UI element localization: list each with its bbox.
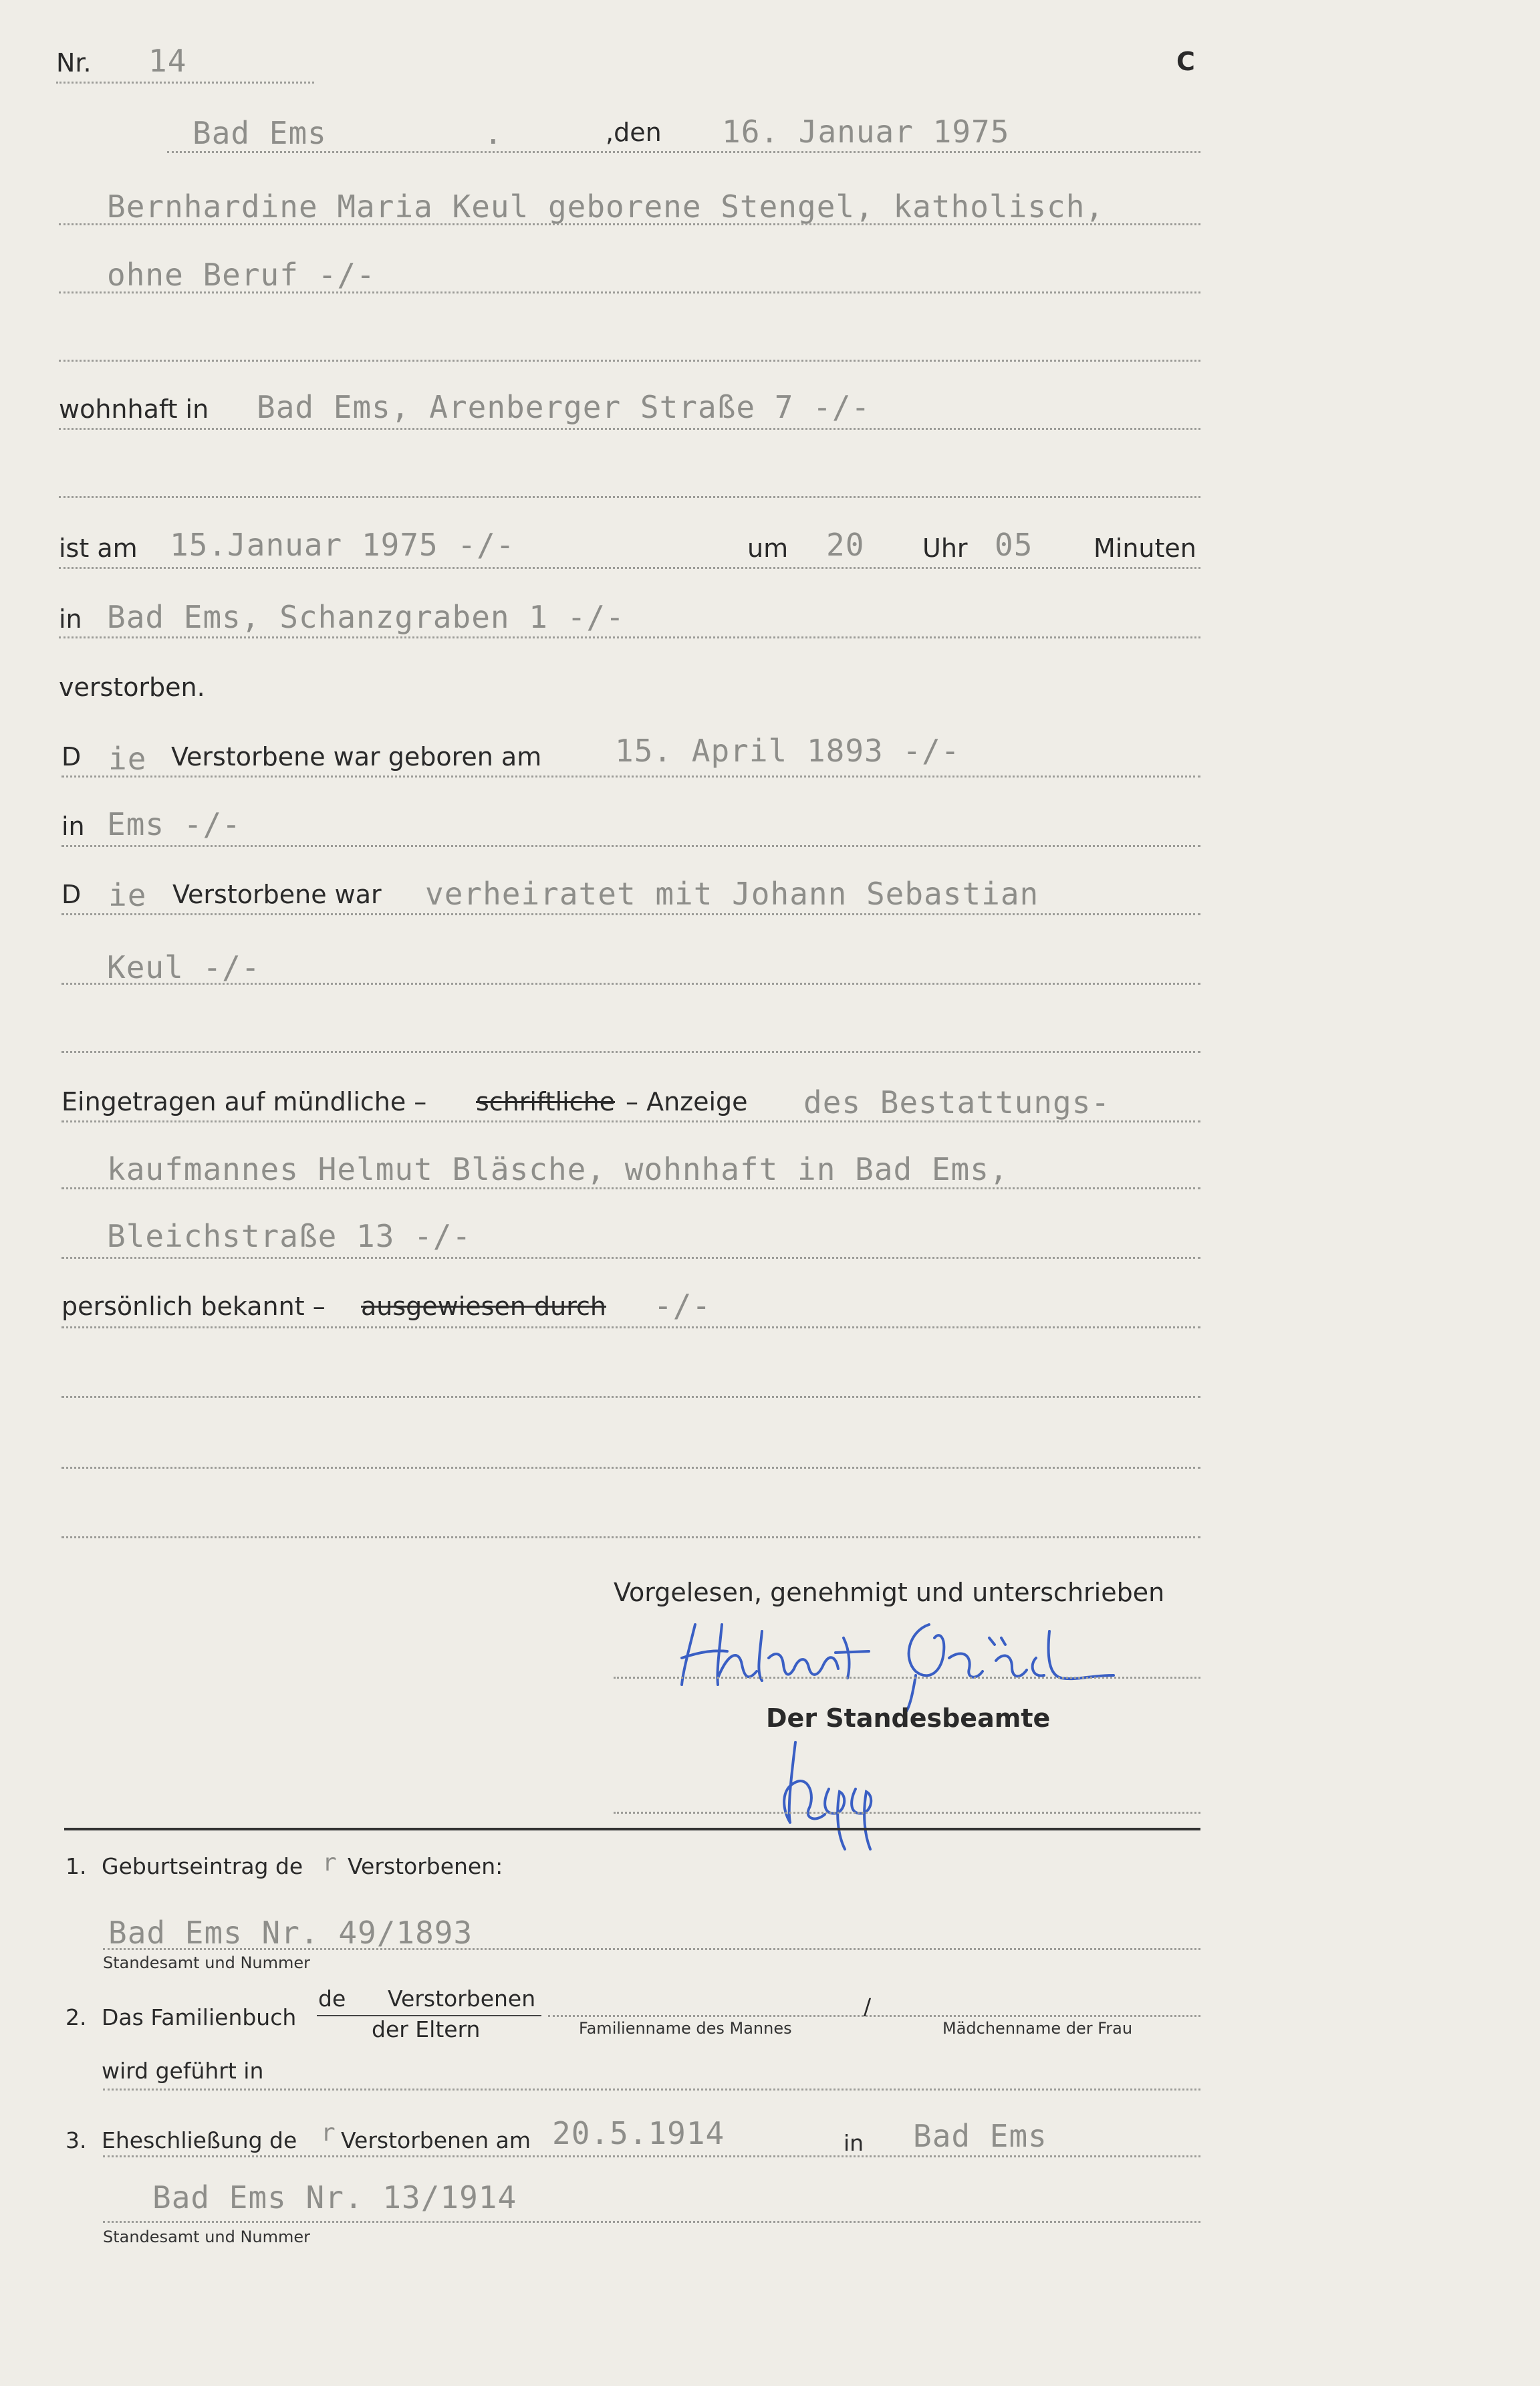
death-minuten-label: Minuten <box>1094 533 1196 563</box>
nr-value: 14 <box>148 43 187 79</box>
verstorben-label: verstorben. <box>59 673 205 702</box>
footer-item1-rule <box>103 1948 1200 1950</box>
signature-rule-1 <box>614 1677 1200 1679</box>
place-value: Bad Ems <box>192 115 327 151</box>
person-line-2-rule <box>59 291 1200 293</box>
report-value-line-2: kaufmannes Helmut Bläsche, wohnhaft in Bad Ems, <box>107 1151 1009 1187</box>
birth-place-label: in <box>61 812 85 841</box>
report-label-suffix: – Anzeige <box>626 1087 748 1116</box>
footer-item1-value: Bad Ems Nr. 49/1893 <box>108 1915 473 1951</box>
footer-item1-r: r <box>322 1849 338 1877</box>
report-label-struck: schriftliche <box>476 1087 616 1116</box>
marriage-label: Verstorbene war <box>172 880 382 909</box>
footer-item3-rule <box>103 2155 1200 2157</box>
footer-item3-num: 3. <box>66 2127 87 2153</box>
register-date: 16. Januar 1975 <box>722 114 1010 150</box>
form-letter: C <box>1176 47 1195 76</box>
death-place-rule <box>59 636 1200 638</box>
footer-item2-slash: / <box>864 1994 872 2020</box>
report-rule-1 <box>61 1120 1200 1122</box>
footer-item3-r: r <box>321 2119 336 2147</box>
report-value-line-1: des Bestattungs- <box>803 1084 1111 1120</box>
footer-item3-label: Eheschließung de <box>102 2127 297 2153</box>
footer-item2-rule-2 <box>103 2089 1200 2091</box>
blank-rule-3 <box>61 1051 1200 1053</box>
death-um-label: um <box>747 533 789 563</box>
place-date-line <box>167 151 1200 153</box>
birth-date-value: 15. April 1893 -/- <box>615 733 960 769</box>
death-hour-value: 20 <box>826 527 865 563</box>
birth-d-label: D <box>61 742 82 771</box>
footer-item2-col1: Familienname des Mannes <box>579 2019 792 2038</box>
death-uhr-label: Uhr <box>922 533 968 563</box>
known-value: -/- <box>654 1288 712 1324</box>
footer-item1-caption: Standesamt und Nummer <box>103 1953 311 1972</box>
marriage-value-line-1: verheiratet mit Johann Sebastian <box>425 876 1039 912</box>
den-label: ,den <box>606 118 662 147</box>
footer-item3-place: Bad Ems <box>913 2118 1047 2154</box>
known-struck: ausgewiesen durch <box>361 1292 606 1321</box>
read-approved-label: Vorgelesen, genehmigt und unterschrieben <box>614 1578 1165 1607</box>
footer-item2-top-de: de <box>318 1986 346 2012</box>
marriage-rule-2 <box>61 983 1200 985</box>
residence-value: Bad Ems, Arenberger Straße 7 -/- <box>257 389 871 425</box>
known-rule <box>61 1326 1200 1328</box>
person-line-1-rule <box>59 223 1200 225</box>
death-date-rule <box>59 567 1200 569</box>
footer-item3-in: in <box>844 2130 864 2156</box>
footer-item1-suffix: Verstorbenen: <box>348 1853 503 1879</box>
footer-item2-top-value: Verstorbenen <box>388 1986 536 2012</box>
marriage-rule-1 <box>61 913 1200 915</box>
death-place-label: in <box>59 604 82 634</box>
footer-item3-value: Bad Ems Nr. 13/1914 <box>152 2179 517 2216</box>
birth-label: Verstorbene war geboren am <box>171 742 542 771</box>
residence-rule <box>59 428 1200 430</box>
report-rule-3 <box>61 1257 1200 1259</box>
nr-label: Nr. <box>56 48 92 78</box>
death-date-label: ist am <box>59 533 138 563</box>
birth-place-value: Ems -/- <box>107 806 241 842</box>
footer-item2-label2: wird geführt in <box>102 2058 264 2084</box>
report-rule-2 <box>61 1187 1200 1189</box>
birth-place-rule <box>61 845 1200 847</box>
marriage-value-line-2: Keul -/- <box>107 949 261 985</box>
place-dot: . <box>484 115 503 151</box>
known-label: persönlich bekannt – <box>61 1292 326 1321</box>
footer-item2-col2: Mädchenname der Frau <box>942 2019 1133 2038</box>
blank-rule-5 <box>61 1467 1200 1469</box>
signature-rule-2 <box>614 1812 1200 1814</box>
signature-helmut-blaesche <box>675 1611 1130 1705</box>
registrar-label: Der Standesbeamte <box>766 1703 1051 1733</box>
footer-item3-caption: Standesamt und Nummer <box>103 2228 311 2246</box>
footer-item2-label: Das Familienbuch <box>102 2004 297 2030</box>
person-line-2: ohne Beruf -/- <box>107 257 376 293</box>
report-label-prefix: Eingetragen auf mündliche – <box>61 1087 427 1116</box>
footer-item2-bottom: der Eltern <box>372 2016 481 2042</box>
death-place-value: Bad Ems, Schanzgraben 1 -/- <box>107 599 625 635</box>
blank-rule-6 <box>61 1536 1200 1538</box>
birth-date-rule <box>61 776 1200 778</box>
marriage-d-label: D <box>61 880 82 909</box>
section-separator <box>64 1828 1200 1830</box>
death-date-value: 15.Januar 1975 -/- <box>170 527 515 563</box>
footer-item3-date: 20.5.1914 <box>552 2115 725 2151</box>
death-minute-value: 05 <box>995 527 1033 563</box>
footer-item2-num: 2. <box>66 2004 87 2030</box>
nr-line <box>56 82 314 84</box>
footer-item3-rule-2 <box>103 2221 1200 2223</box>
marriage-ie-value: ie <box>108 877 147 913</box>
blank-rule-4 <box>61 1396 1200 1398</box>
blank-rule-2 <box>59 496 1200 498</box>
residence-label: wohnhaft in <box>59 394 209 424</box>
signature-registrar <box>775 1736 909 1856</box>
birth-ie-value: ie <box>108 741 147 777</box>
footer-item1-label: Geburtseintrag de <box>102 1853 303 1879</box>
footer-item3-suffix: Verstorbenen am <box>341 2127 531 2153</box>
report-value-line-3: Bleichstraße 13 -/- <box>107 1218 472 1254</box>
blank-rule-1 <box>59 360 1200 362</box>
footer-item2-rule <box>548 2015 1200 2017</box>
footer-item1-num: 1. <box>66 1853 87 1879</box>
person-line-1: Bernhardine Maria Keul geborene Stengel, katholisch, <box>107 189 1105 225</box>
